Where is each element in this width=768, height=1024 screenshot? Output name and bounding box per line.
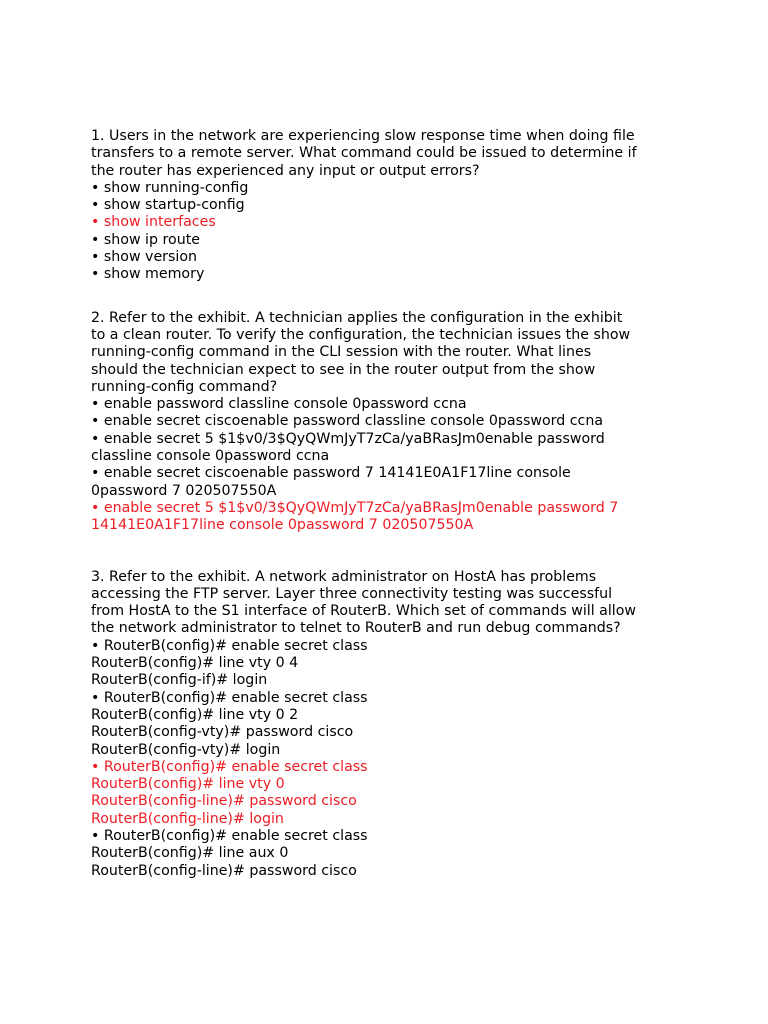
question-line: the router has experienced any input or output errors?	[91, 162, 480, 179]
question-line: • show memory	[91, 266, 205, 283]
question-spacer	[91, 535, 691, 569]
question-line: • enable secret ciscoenable password 7 14141E0A1F17line console	[91, 465, 571, 482]
question-block-1	[91, 128, 691, 284]
answer-line-correct: RouterB(config-line)# login	[91, 810, 284, 827]
question-block-2	[91, 310, 691, 535]
question-line: transfers to a remote server. What command could be issued to determine if	[91, 145, 637, 162]
question-line: should the technician expect to see in the router output from the show	[91, 361, 596, 378]
question-line: RouterB(config)# line aux 0	[91, 845, 289, 862]
question-spacer	[91, 284, 691, 310]
question-line: from HostA to the S1 interface of RouterB. Which set of commands will allow	[91, 603, 637, 620]
question-line: 3. Refer to the exhibit. A network administrator on HostA has problems	[91, 568, 597, 585]
question-line: • enable secret ciscoenable password classline console 0password ccna	[91, 413, 604, 430]
question-list	[91, 128, 691, 880]
question-line: • enable secret 5 $1$v0/3$QyQWmJyT7zCa/yaBRasJm0enable password	[91, 430, 605, 447]
question-line: 0password 7 020507550A	[91, 482, 277, 499]
question-block-3	[91, 569, 691, 880]
question-line: RouterB(config-vty)# password cisco	[91, 724, 354, 741]
question-line: • show running-config	[91, 179, 249, 196]
question-line: RouterB(config)# line vty 0 4	[91, 655, 299, 672]
answer-line-correct: RouterB(config)# line vty 0	[91, 776, 285, 793]
answer-line-correct: • enable secret 5 $1$v0/3$QyQWmJyT7zCa/yaBRasJm0enable password 7	[91, 499, 619, 516]
question-line: • RouterB(config)# enable secret class	[91, 689, 368, 706]
answer-line-correct: • show interfaces	[91, 214, 216, 231]
question-line: the network administrator to telnet to RouterB and run debug commands?	[91, 620, 621, 637]
question-line: • enable password classline console 0password ccna	[91, 396, 467, 413]
question-line: RouterB(config-vty)# login	[91, 741, 281, 758]
question-line: RouterB(config)# line vty 0 2	[91, 706, 299, 723]
question-line: running-config command?	[91, 378, 278, 395]
question-line: • RouterB(config)# enable secret class	[91, 827, 368, 844]
question-line: running-config command in the CLI session with the router. What lines	[91, 344, 592, 361]
answer-line-correct: RouterB(config-line)# password cisco	[91, 793, 357, 810]
question-line: • show startup-config	[91, 197, 245, 214]
question-line: • show ip route	[91, 231, 200, 248]
question-line: • show version	[91, 249, 198, 266]
question-line: RouterB(config-if)# login	[91, 672, 268, 689]
question-line: • RouterB(config)# enable secret class	[91, 637, 368, 654]
answer-line-correct: 14141E0A1F17line console 0password 7 020507550A	[91, 517, 474, 534]
question-line: 2. Refer to the exhibit. A technician applies the configuration in the exhibit	[91, 309, 623, 326]
question-line: RouterB(config-line)# password cisco	[91, 862, 357, 879]
question-line: to a clean router. To verify the configuration, the technician issues the show	[91, 326, 631, 343]
question-line: 1. Users in the network are experiencing slow response time when doing file	[91, 128, 635, 144]
answer-line-correct: • RouterB(config)# enable secret class	[91, 758, 368, 775]
document-page	[91, 128, 691, 880]
question-line: accessing the FTP server. Layer three connectivity testing was successful	[91, 585, 613, 602]
question-line: classline console 0password ccna	[91, 448, 330, 465]
